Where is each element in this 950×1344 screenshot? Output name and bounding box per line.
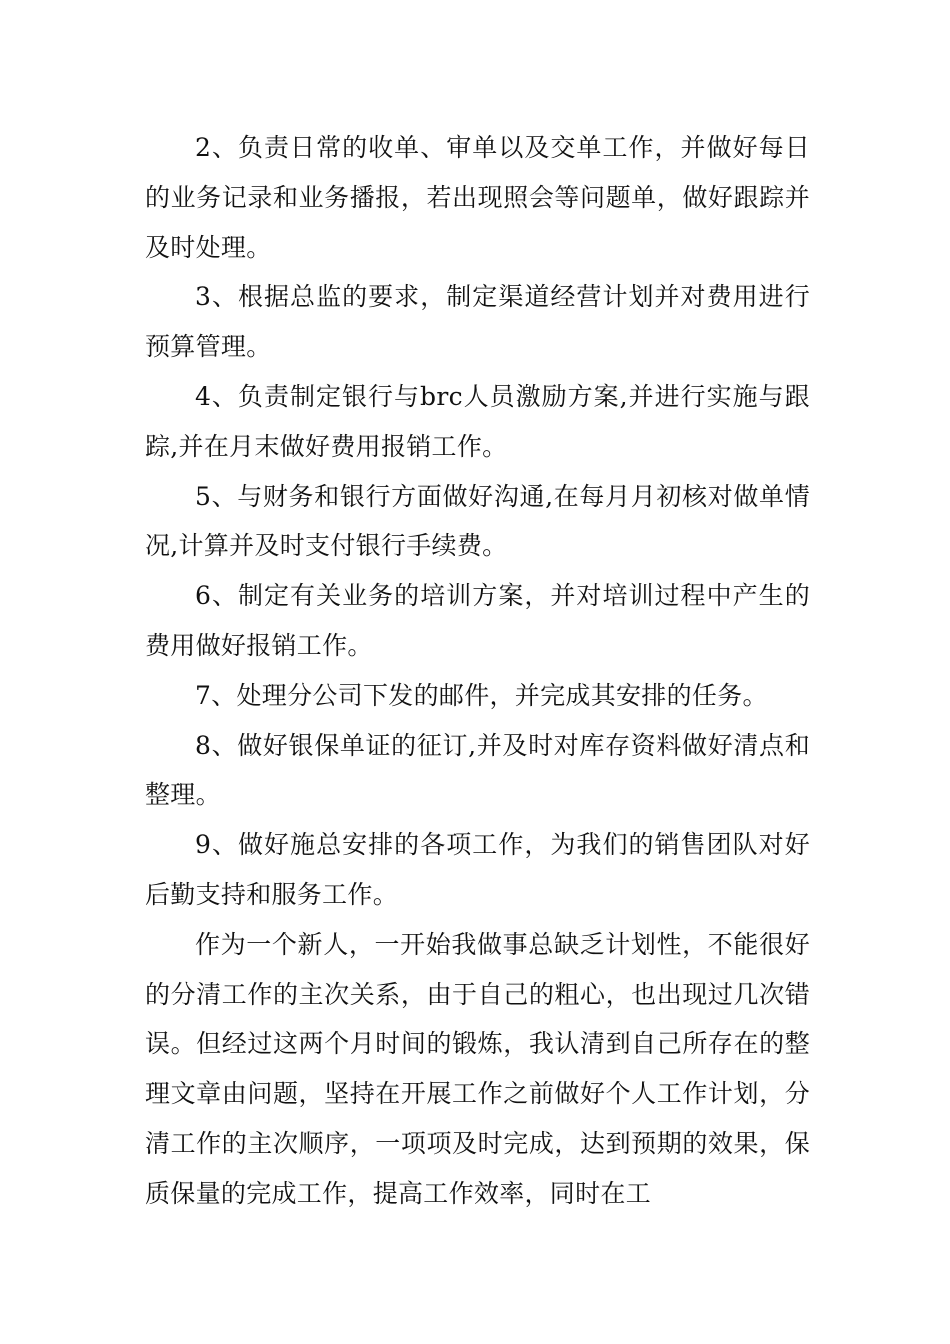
paragraph-item-5: 5、与财务和银行方面做好沟通,在每月月初核对做单情况,计算并及时支付银行手续费。	[145, 481, 810, 561]
paragraph-item-8: 8、做好银保单证的征订,并及时对库存资料做好清点和整理。	[145, 730, 810, 810]
paragraph-item-9: 9、做好施总安排的各项工作，为我们的销售团队对好后勤支持和服务工作。	[145, 830, 810, 909]
paragraph-summary: 作为一个新人，一开始我做事总缺乏计划性，不能很好的分清工作的主次关系，由于自己的粗心，也出现过几次错误。但经过这两个月时间的锻炼，我认清到自己所存在的整理文章由问题，坚持在开展工作之前做好个人工作计划，分清工作的主次顺序，一项项及时完成，达到预期的效果，保质保量的完成工作，提高工作效率，同时在工	[145, 929, 810, 1208]
paragraph-item-4: 4、负责制定银行与brc人员激励方案,并进行实施与跟踪,并在月末做好费用报销工作。	[145, 381, 810, 461]
paragraph-item-2: 2、负责日常的收单、审单以及交单工作，并做好每日的业务记录和业务播报，若出现照会等问题单，做好跟踪并及时处理。	[145, 133, 810, 262]
paragraph-item-3: 3、根据总监的要求，制定渠道经营计划并对费用进行预算管理。	[145, 282, 810, 362]
paragraph-item-7: 7、处理分公司下发的邮件，并完成其安排的任务。	[195, 680, 768, 710]
document-body	[145, 123, 810, 1219]
paragraph-item-6: 6、制定有关业务的培训方案，并对培训过程中产生的费用做好报销工作。	[145, 581, 810, 660]
